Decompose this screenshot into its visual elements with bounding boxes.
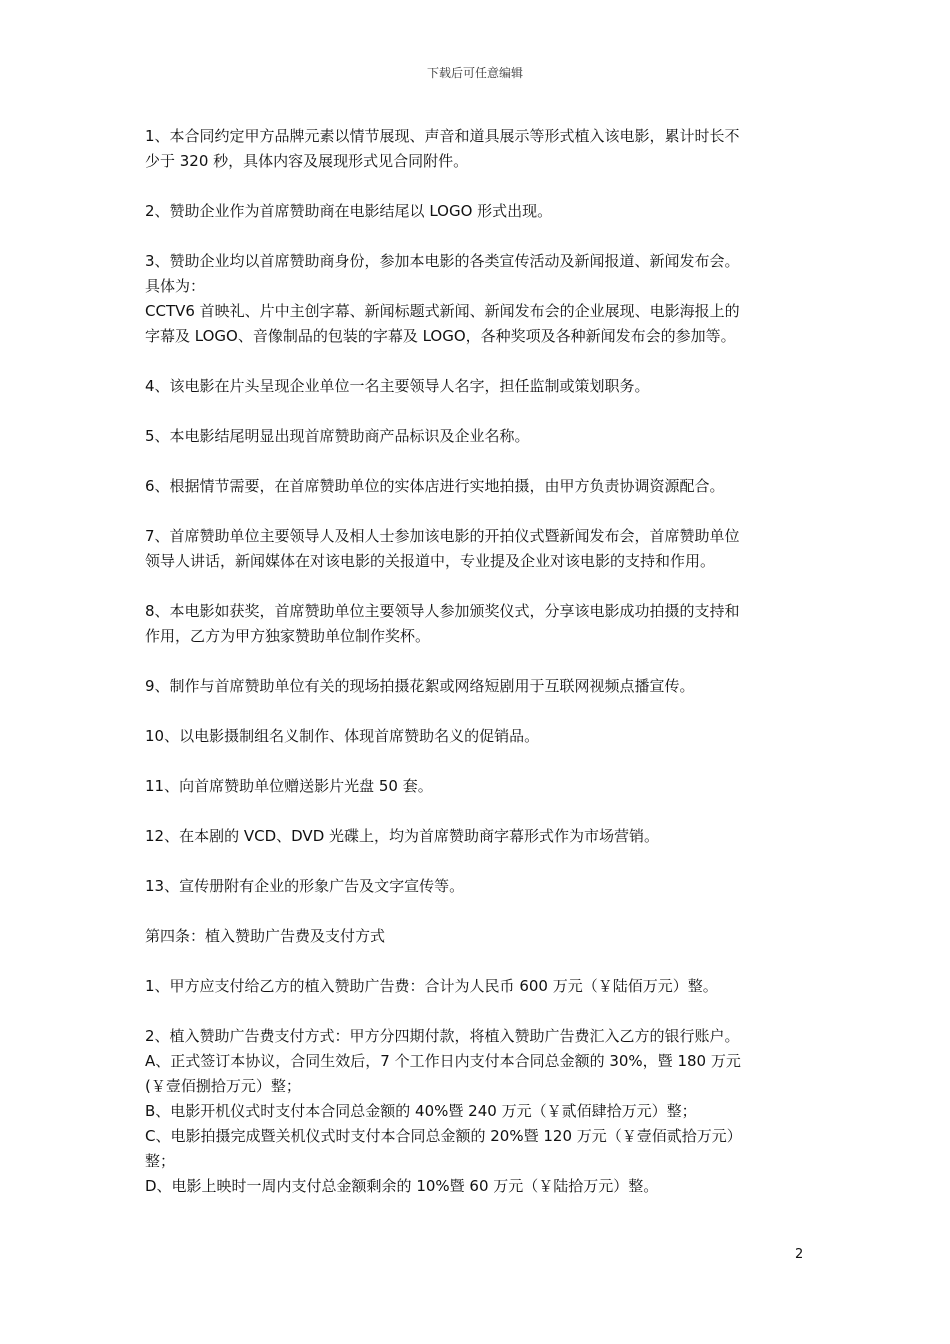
paragraph [145, 774, 810, 799]
text-line: D、电影上映时一周内支付总金额剩余的 10%暨 60 万元（￥陆拾万元）整。 [145, 1177, 659, 1195]
paragraph [145, 524, 810, 574]
paragraph [145, 249, 810, 349]
page-number: 2 [795, 1247, 804, 1262]
page-header: 下载后可任意编辑 [426, 66, 523, 80]
text-line: 2、植入赞助广告费支付方式：甲方分四期付款，将植入赞助广告费汇入乙方的银行账户。 [145, 1027, 740, 1045]
text-line: 第四条：植入赞助广告费及支付方式 [145, 927, 386, 945]
text-line: 整； [145, 1152, 176, 1170]
text-line: 4、该电影在片头呈现企业单位一名主要领导人名字，担任监制或策划职务。 [145, 377, 650, 395]
text-line: B、电影开机仪式时支付本合同总金额的 40%暨 240 万元（￥贰佰肆拾万元）整； [145, 1102, 697, 1120]
paragraph [145, 674, 810, 699]
paragraph [145, 374, 810, 399]
text-line: 9、制作与首席赞助单位有关的现场拍摄花絮或网络短剧用于互联网视频点播宣传。 [145, 677, 695, 695]
text-line: 8、本电影如获奖，首席赞助单位主要领导人参加颁奖仪式，分享该电影成功拍摄的支持和 [145, 602, 740, 620]
text-line: (￥壹佰捌拾万元）整； [145, 1077, 301, 1095]
document-body [145, 124, 810, 1224]
text-line: 作用，乙方为甲方独家赞助单位制作奖杯。 [145, 627, 431, 645]
paragraph [145, 824, 810, 849]
paragraph [145, 874, 810, 899]
text-line: 具体为： [145, 277, 206, 295]
text-line: 1、甲方应支付给乙方的植入赞助广告费：合计为人民币 600 万元（￥陆佰万元）整。 [145, 977, 718, 995]
text-line: 字幕及 LOGO、音像制品的包装的字幕及 LOGO，各种奖项及各种新闻发布会的参加等。 [145, 327, 736, 345]
text-line: 5、本电影结尾明显出现首席赞助商产品标识及企业名称。 [145, 427, 530, 445]
text-line: CCTV6 首映礼、片中主创字幕、新闻标题式新闻、新闻发布会的企业展现、电影海报上的 [145, 302, 740, 320]
paragraph [145, 1024, 810, 1199]
text-line: 12、在本剧的 VCD、DVD 光碟上，均为首席赞助商字幕形式作为市场营销。 [145, 827, 660, 845]
paragraph [145, 199, 810, 224]
text-line: 11、向首席赞助单位赠送影片光盘 50 套。 [145, 777, 433, 795]
text-line: 1、本合同约定甲方品牌元素以情节展现、声音和道具展示等形式植入该电影，累计时长不 [145, 127, 740, 145]
paragraph [145, 724, 810, 749]
text-line: 3、赞助企业均以首席赞助商身份，参加本电影的各类宣传活动及新闻报道、新闻发布会。 [145, 252, 740, 270]
paragraph [145, 124, 810, 174]
text-line: 6、根据情节需要，在首席赞助单位的实体店进行实地拍摄，由甲方负责协调资源配合。 [145, 477, 725, 495]
text-line: 7、首席赞助单位主要领导人及相人士参加该电影的开拍仪式暨新闻发布会，首席赞助单位 [145, 527, 740, 545]
text-line: C、电影拍摄完成暨关机仪式时支付本合同总金额的 20%暨 120 万元（￥壹佰贰拾万元） [145, 1127, 742, 1145]
paragraph [145, 474, 810, 499]
text-line: 10、以电影摄制组名义制作、体现首席赞助名义的促销品。 [145, 727, 540, 745]
section-heading [145, 924, 810, 949]
text-line: 2、赞助企业作为首席赞助商在电影结尾以 LOGO 形式出现。 [145, 202, 553, 220]
text-line: 领导人讲话，新闻媒体在对该电影的关报道中，专业提及企业对该电影的支持和作用。 [145, 552, 716, 570]
text-line: 13、宣传册附有企业的形象广告及文字宣传等。 [145, 877, 465, 895]
paragraph [145, 424, 810, 449]
paragraph [145, 974, 810, 999]
text-line: 少于 320 秒，具体内容及展现形式见合同附件。 [145, 152, 469, 170]
text-line: A、正式签订本协议，合同生效后，7 个工作日内支付本合同总金额的 30%，暨 180 万元 [145, 1052, 741, 1070]
paragraph [145, 599, 810, 649]
